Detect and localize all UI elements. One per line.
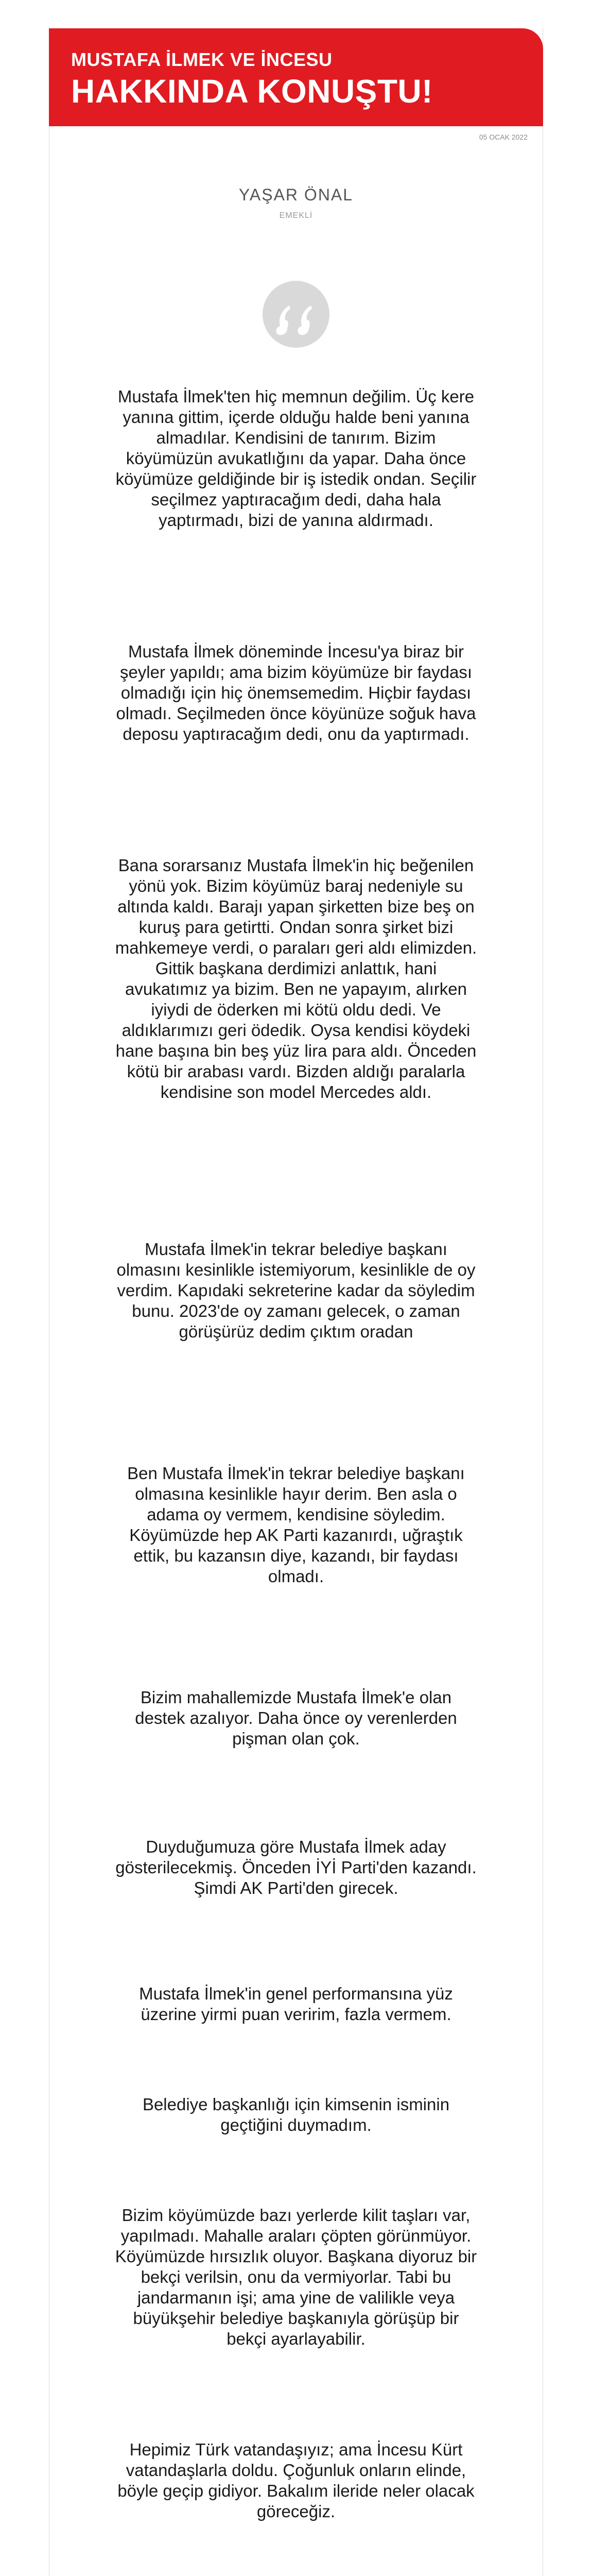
- paragraph-8: Mustafa İlmek'in genel performansına yüz üzerine yirmi puan veririm, fazla vermem.: [139, 1984, 453, 2024]
- paragraph-1: Mustafa İlmek'ten hiç memnun değilim. Üç kere yanına gittim, içerde olduğu halde beni yanına almadılar. Kendisini de tanırım. Bizim köyümüzün avukatlığını da yapar. Daha önce köyümüze geldiğinde bir iş istedik ondan. Seçilir seçilmez yaptıracağım dedi, daha hala yaptırmadı, bizi de yanına aldırmadı.: [115, 387, 477, 530]
- paragraph-5: Ben Mustafa İlmek'in tekrar belediye başkanı olmasına kesinlikle hayır derim. Ben asla o adama oy vermem, kendisine söyledim. Köyümüzde hep AK Parti kazanırdı, uğraştık ettik, bu kazansın diye, kazandı, bir faydası olmadı.: [127, 1464, 465, 1586]
- paragraph-7: Duyduğumuza göre Mustafa İlmek aday gösterilecekmiş. Önceden İYİ Parti'den kazandı. Şimdi AK Parti'den girecek.: [115, 1837, 477, 1897]
- author-title: EMEKLİ: [279, 211, 313, 220]
- paragraph-6: Bizim mahallemizde Mustafa İlmek'e olan destek azalıyor. Daha önce oy verenlerden pişman olan çok.: [135, 1688, 457, 1748]
- paragraph-11: Hepimiz Türk vatandaşıyız; ama İncesu Kürt vatandaşlarla doldu. Çoğunluk onların elinde, böyle geçip gidiyor. Bakalım ileride neler olacak göreceğiz.: [117, 2440, 475, 2521]
- paragraph-4: Mustafa İlmek'in tekrar belediye başkanı olmasını kesinlikle istemiyorum, kesinlikle de oy verdim. Kapıdaki sekreterine kadar da söyledim bunu. 2023'de oy zamanı gelecek, o zaman görüşürüz dedim çıktım oradan: [116, 1240, 476, 1341]
- paragraph-9: Belediye başkanlığı için kimsenin isminin geçtiğini duymadım.: [142, 2095, 450, 2134]
- paragraph-2: Mustafa İlmek döneminde İncesu'ya biraz bir şeyler yapıldı; ama bizim köyümüze bir faydası olmadığı için hiç önemsemedim. Hiçbir faydası olmadı. Seçilmeden önce köyünüze soğuk hava deposu yaptıracağım dedi, onu da yaptırmadı.: [116, 642, 476, 743]
- headline-line-1: MUSTAFA İLMEK VE İNCESU: [71, 49, 333, 70]
- open-quote-icon: [263, 281, 329, 348]
- publish-date: 05 OCAK 2022: [479, 133, 528, 141]
- author-name: YAŞAR ÖNAL: [238, 185, 354, 204]
- paragraph-10: Bizim köyümüzde bazı yerlerde kilit taşları var, yapılmadı. Mahalle araları çöpten görünmüyor. Köyümüzde hırsızlık oluyor. Başkana diyoruz bir bekçi verilsin, onu da vermiyorlar. Tabi bu jandarmanın işi; ama yine de valilikle veya büyükşehir belediye başkanıyla görüşüp bir bekçi ayarlayabilir.: [115, 2206, 477, 2348]
- headline-line-2: HAKKINDA KONUŞTU!: [71, 73, 433, 110]
- paragraph-3: Bana sorarsanız Mustafa İlmek'in hiç beğenilen yönü yok. Bizim köyümüz baraj nedeniyle su altında kaldı. Barajı yapan şirketten bize beş on kuruş para getirtti. Ondan sonra şirket bizi mahkemeye verdi, o paraları geri aldı elimizden. Gittik başkana derdimizi anlattık, hani avukatımız ya bizim. Ben ne yapayım, alırken iyiydi de öderken mi kötü oldu dedi. Ve aldıklarımızı geri ödedik. Oysa kendisi köydeki hane başına bin beş yüz lira para aldı. Önceden kötü bir arabası vardı. Bizden aldığı paralarla kendisine son model Mercedes aldı.: [115, 856, 477, 1101]
